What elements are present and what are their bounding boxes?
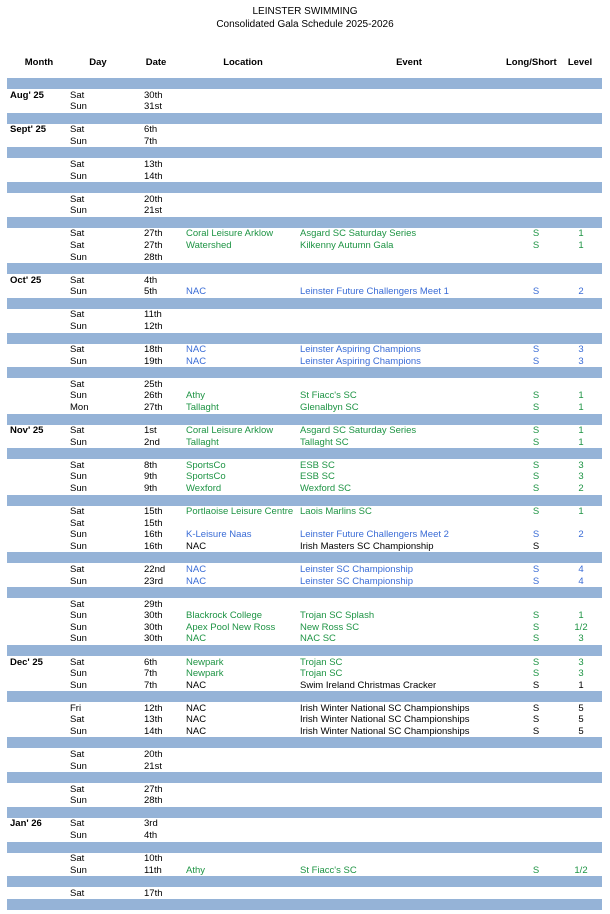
cell-date: 27th — [144, 239, 163, 251]
cell-location: NAC — [186, 344, 207, 356]
cell-location: NAC — [186, 540, 207, 552]
table-row — [0, 633, 610, 645]
cell-level: 1 — [578, 610, 584, 622]
cell-date: 13th — [144, 158, 163, 170]
table-row — [0, 124, 610, 136]
cell-location: NAC — [186, 702, 207, 714]
table-row — [0, 668, 610, 680]
table-row — [0, 460, 610, 472]
cell-day: Sat — [70, 887, 85, 899]
cell-long-short: S — [532, 633, 540, 645]
table-row — [0, 286, 610, 298]
cell-location: Tallaght — [186, 436, 219, 448]
cell-long-short: S — [532, 355, 540, 367]
cell-day: Sun — [70, 135, 87, 147]
cell-location: K-Leisure Naas — [186, 529, 252, 541]
cell-event: Trojan SC Splash — [300, 610, 375, 622]
cell-event: NAC SC — [300, 633, 336, 645]
cell-date: 30th — [144, 89, 163, 101]
table-row — [0, 541, 610, 553]
cell-month: Sept' 25 — [10, 124, 47, 136]
cell-day: Sun — [70, 471, 87, 483]
cell-level: 1 — [578, 679, 584, 691]
cell-day: Sat — [70, 425, 85, 437]
cell-day: Sun — [70, 633, 87, 645]
cell-date: 11th — [144, 309, 162, 321]
cell-long-short: S — [532, 239, 540, 251]
cell-event: Kilkenny Autumn Gala — [300, 239, 394, 251]
column-header-level: Level — [567, 57, 593, 68]
cell-long-short: S — [532, 668, 540, 680]
cell-event: Leinster Aspiring Champions — [300, 355, 421, 367]
cell-date: 20th — [144, 193, 163, 205]
cell-date: 11th — [144, 864, 162, 876]
table-row — [0, 703, 610, 715]
cell-level: 3 — [578, 459, 584, 471]
cell-location: Coral Leisure Arklow — [186, 425, 274, 437]
cell-date: 7th — [144, 668, 158, 680]
cell-level: 5 — [578, 725, 584, 737]
table-row — [0, 252, 610, 264]
cell-level: 4 — [578, 575, 584, 587]
cell-event: Glenalbyn SC — [300, 401, 359, 413]
cell-day: Sat — [70, 749, 85, 761]
cell-long-short: S — [532, 540, 540, 552]
cell-date: 16th — [144, 540, 163, 552]
cell-month: Nov' 25 — [10, 425, 44, 437]
cell-day: Sat — [70, 344, 85, 356]
cell-long-short: S — [532, 401, 540, 413]
table-row — [0, 888, 610, 900]
cell-day: Sat — [70, 506, 85, 518]
cell-day: Sun — [70, 390, 87, 402]
cell-date: 9th — [144, 482, 158, 494]
cell-date: 1st — [144, 425, 157, 437]
column-header-date: Date — [145, 57, 167, 68]
table-row — [0, 853, 610, 865]
separator-bar — [7, 587, 602, 598]
cell-date: 27th — [144, 783, 163, 795]
table-row — [0, 610, 610, 622]
table-row — [0, 830, 610, 842]
table-row — [0, 171, 610, 183]
cell-long-short: S — [532, 575, 540, 587]
cell-event: Asgard SC Saturday Series — [300, 425, 417, 437]
cell-long-short: S — [532, 714, 540, 726]
cell-date: 31st — [144, 101, 162, 113]
cell-day: Sat — [70, 309, 85, 321]
cell-level: 5 — [578, 702, 584, 714]
cell-level: 2 — [578, 286, 584, 298]
cell-long-short: S — [532, 656, 540, 668]
cell-date: 28th — [144, 251, 163, 263]
cell-date: 3rd — [144, 818, 158, 830]
cell-month: Jan' 26 — [10, 818, 42, 830]
cell-location: Wexford — [186, 482, 222, 494]
cell-day: Sun — [70, 529, 87, 541]
separator-bar — [7, 691, 602, 702]
cell-long-short: S — [532, 459, 540, 471]
cell-long-short: S — [532, 621, 540, 633]
separator-bar — [7, 78, 602, 89]
cell-level: 3 — [578, 633, 584, 645]
cell-date: 22nd — [144, 563, 166, 575]
table-row — [0, 483, 610, 495]
cell-date: 18th — [144, 344, 163, 356]
separator-bar — [7, 333, 602, 344]
cell-level: 3 — [578, 344, 584, 356]
cell-event: Leinster SC Championship — [300, 575, 414, 587]
table-row — [0, 402, 610, 414]
cell-level: 1 — [578, 401, 584, 413]
cell-date: 27th — [144, 228, 163, 240]
separator-bar — [7, 217, 602, 228]
table-row — [0, 275, 610, 287]
cell-level: 1/2 — [574, 864, 588, 876]
cell-event: Wexford SC — [300, 482, 352, 494]
cell-long-short: S — [532, 390, 540, 402]
cell-long-short: S — [532, 482, 540, 494]
cell-date: 4th — [144, 830, 158, 842]
cell-long-short: S — [532, 436, 540, 448]
separator-bar — [7, 807, 602, 818]
cell-level: 1 — [578, 436, 584, 448]
cell-day: Sun — [70, 436, 87, 448]
cell-long-short: S — [532, 679, 540, 691]
cell-day: Sat — [70, 783, 85, 795]
cell-date: 15th — [144, 506, 163, 518]
cell-day: Sun — [70, 621, 87, 633]
cell-level: 1 — [578, 506, 584, 518]
cell-date: 12th — [144, 320, 163, 332]
cell-level: 2 — [578, 529, 584, 541]
table-row — [0, 344, 610, 356]
cell-location: Newpark — [186, 656, 224, 668]
column-header-day: Day — [89, 57, 107, 68]
separator-bar — [7, 645, 602, 656]
cell-level: 5 — [578, 714, 584, 726]
cell-event: Irish Masters SC Championship — [300, 540, 434, 552]
cell-location: Athy — [186, 864, 206, 876]
cell-date: 30th — [144, 621, 163, 633]
table-row — [0, 529, 610, 541]
cell-day: Sun — [70, 610, 87, 622]
cell-date: 15th — [144, 517, 163, 529]
cell-event: Laois Marlins SC — [300, 506, 372, 518]
separator-bar — [7, 113, 602, 124]
cell-level: 1 — [578, 228, 584, 240]
separator-bar — [7, 263, 602, 274]
table-row — [0, 356, 610, 368]
cell-day: Fri — [70, 702, 82, 714]
cell-date: 25th — [144, 378, 163, 390]
table-row — [0, 471, 610, 483]
cell-location: SportsCo — [186, 471, 226, 483]
cell-long-short: S — [532, 425, 540, 437]
cell-day: Sun — [70, 101, 87, 113]
separator-bar — [7, 367, 602, 378]
cell-day: Sat — [70, 563, 85, 575]
separator-bar — [7, 899, 602, 910]
table-row — [0, 818, 610, 830]
cell-event: Leinster SC Championship — [300, 563, 414, 575]
cell-date: 17th — [144, 887, 163, 899]
cell-day: Sat — [70, 228, 85, 240]
cell-event: St Fiacc's SC — [300, 390, 357, 402]
cell-event: Trojan SC — [300, 668, 343, 680]
cell-event: Tallaght SC — [300, 436, 349, 448]
cell-date: 10th — [144, 853, 163, 865]
cell-month: Oct' 25 — [10, 274, 42, 286]
cell-month: Dec' 25 — [10, 656, 43, 668]
cell-date: 6th — [144, 124, 158, 136]
cell-day: Sat — [70, 818, 85, 830]
cell-long-short: S — [532, 471, 540, 483]
cell-date: 12th — [144, 702, 163, 714]
cell-date: 14th — [144, 725, 163, 737]
cell-day: Sat — [70, 714, 85, 726]
table-row — [0, 194, 610, 206]
cell-event: St Fiacc's SC — [300, 864, 357, 876]
table-row — [0, 159, 610, 171]
cell-location: Athy — [186, 390, 206, 402]
cell-long-short: S — [532, 228, 540, 240]
table-row — [0, 680, 610, 692]
cell-date: 27th — [144, 401, 163, 413]
separator-bar — [7, 552, 602, 563]
table-row — [0, 379, 610, 391]
cell-location: NAC — [186, 714, 207, 726]
cell-day: Sun — [70, 668, 87, 680]
cell-location: Tallaght — [186, 401, 219, 413]
cell-event: Irish Winter National SC Championships — [300, 714, 470, 726]
separator-bar — [7, 298, 602, 309]
cell-day: Sat — [70, 459, 85, 471]
cell-event: ESB SC — [300, 471, 335, 483]
cell-day: Sun — [70, 760, 87, 772]
cell-level: 3 — [578, 656, 584, 668]
table-row — [0, 205, 610, 217]
cell-date: 28th — [144, 795, 163, 807]
cell-date: 5th — [144, 286, 158, 298]
table-row — [0, 101, 610, 113]
cell-day: Sun — [70, 482, 87, 494]
cell-level: 3 — [578, 668, 584, 680]
cell-location: NAC — [186, 633, 207, 645]
cell-day: Sun — [70, 251, 87, 263]
cell-long-short: S — [532, 344, 540, 356]
cell-location: Newpark — [186, 668, 224, 680]
cell-event: New Ross SC — [300, 621, 360, 633]
cell-date: 20th — [144, 749, 163, 761]
table-row — [0, 784, 610, 796]
table-row — [0, 136, 610, 148]
cell-level: 1 — [578, 239, 584, 251]
cell-location: NAC — [186, 725, 207, 737]
cell-event: Irish Winter National SC Championships — [300, 725, 470, 737]
table-row — [0, 518, 610, 530]
cell-event: Asgard SC Saturday Series — [300, 228, 417, 240]
cell-level: 1 — [578, 390, 584, 402]
table-row — [0, 761, 610, 773]
cell-day: Sun — [70, 170, 87, 182]
cell-event: Irish Winter National SC Championships — [300, 702, 470, 714]
cell-event: Trojan SC — [300, 656, 343, 668]
separator-bar — [7, 772, 602, 783]
separator-bar — [7, 448, 602, 459]
cell-day: Sat — [70, 89, 85, 101]
cell-level: 4 — [578, 563, 584, 575]
cell-day: Sun — [70, 320, 87, 332]
cell-event: ESB SC — [300, 459, 335, 471]
cell-location: NAC — [186, 355, 207, 367]
table-row — [0, 726, 610, 738]
table-row — [0, 240, 610, 252]
separator-bar — [7, 876, 602, 887]
cell-day: Sat — [70, 853, 85, 865]
column-header-location: Location — [223, 57, 263, 68]
cell-level: 1/2 — [574, 621, 588, 633]
cell-date: 13th — [144, 714, 163, 726]
cell-long-short: S — [532, 610, 540, 622]
page-subtitle: Consolidated Gala Schedule 2025-2026 — [216, 19, 394, 30]
column-header-event: Event — [396, 57, 422, 68]
cell-date: 7th — [144, 679, 158, 691]
cell-day: Sun — [70, 286, 87, 298]
cell-date: 7th — [144, 135, 158, 147]
cell-day: Sat — [70, 193, 85, 205]
table-row — [0, 749, 610, 761]
cell-date: 16th — [144, 529, 163, 541]
cell-day: Sun — [70, 830, 87, 842]
cell-long-short: S — [532, 702, 540, 714]
cell-date: 21st — [144, 760, 162, 772]
separator-bar — [7, 414, 602, 425]
separator-bar — [7, 147, 602, 158]
separator-bar — [7, 737, 602, 748]
cell-level: 1 — [578, 425, 584, 437]
cell-location: Apex Pool New Ross — [186, 621, 276, 633]
cell-date: 14th — [144, 170, 163, 182]
cell-location: SportsCo — [186, 459, 226, 471]
table-row — [0, 714, 610, 726]
cell-location: Blackrock College — [186, 610, 263, 622]
table-row — [0, 795, 610, 807]
table-row — [0, 622, 610, 634]
cell-location: Coral Leisure Arklow — [186, 228, 274, 240]
cell-day: Sat — [70, 598, 85, 610]
table-row — [0, 437, 610, 449]
cell-day: Sat — [70, 378, 85, 390]
cell-day: Sun — [70, 725, 87, 737]
cell-long-short: S — [532, 563, 540, 575]
cell-day: Sat — [70, 239, 85, 251]
table-row — [0, 90, 610, 102]
cell-date: 19th — [144, 355, 163, 367]
cell-date: 29th — [144, 598, 163, 610]
cell-event: Leinster Aspiring Champions — [300, 344, 421, 356]
cell-date: 21st — [144, 205, 162, 217]
cell-day: Sat — [70, 656, 85, 668]
column-header-month: Month — [24, 57, 54, 68]
cell-level: 2 — [578, 482, 584, 494]
cell-day: Sat — [70, 274, 85, 286]
cell-day: Mon — [70, 401, 89, 413]
page-title: LEINSTER SWIMMING — [252, 6, 358, 17]
table-row — [0, 228, 610, 240]
cell-date: 30th — [144, 633, 163, 645]
cell-date: 8th — [144, 459, 158, 471]
cell-event: Leinster Future Challengers Meet 2 — [300, 529, 449, 541]
cell-day: Sun — [70, 355, 87, 367]
cell-date: 2nd — [144, 436, 160, 448]
cell-long-short: S — [532, 864, 540, 876]
cell-day: Sun — [70, 864, 87, 876]
table-row — [0, 309, 610, 321]
table-row — [0, 657, 610, 669]
cell-day: Sun — [70, 540, 87, 552]
cell-day: Sun — [70, 795, 87, 807]
cell-day: Sun — [70, 575, 87, 587]
separator-bar — [7, 182, 602, 193]
cell-location: NAC — [186, 575, 207, 587]
separator-bar — [7, 842, 602, 853]
cell-day: Sat — [70, 124, 85, 136]
cell-level: 3 — [578, 471, 584, 483]
table-row — [0, 599, 610, 611]
cell-location: NAC — [186, 679, 207, 691]
cell-date: 4th — [144, 274, 158, 286]
cell-long-short: S — [532, 506, 540, 518]
cell-day: Sun — [70, 205, 87, 217]
cell-long-short: S — [532, 529, 540, 541]
cell-date: 9th — [144, 471, 158, 483]
cell-day: Sat — [70, 517, 85, 529]
cell-month: Aug' 25 — [10, 89, 44, 101]
cell-level: 3 — [578, 355, 584, 367]
cell-event: Swim Ireland Christmas Cracker — [300, 679, 437, 691]
cell-day: Sun — [70, 679, 87, 691]
table-row — [0, 321, 610, 333]
cell-date: 30th — [144, 610, 163, 622]
cell-location: NAC — [186, 563, 207, 575]
cell-date: 26th — [144, 390, 163, 402]
cell-date: 6th — [144, 656, 158, 668]
cell-location: NAC — [186, 286, 207, 298]
table-row — [0, 425, 610, 437]
column-header-long-short: Long/Short — [506, 57, 557, 68]
cell-day: Sat — [70, 158, 85, 170]
separator-bar — [7, 495, 602, 506]
cell-location: Watershed — [186, 239, 232, 251]
table-row — [0, 865, 610, 877]
cell-date: 23rd — [144, 575, 164, 587]
table-row — [0, 390, 610, 402]
cell-long-short: S — [532, 286, 540, 298]
cell-location: Portlaoise Leisure Centre — [186, 506, 294, 518]
table-row — [0, 564, 610, 576]
cell-long-short: S — [532, 725, 540, 737]
table-row — [0, 506, 610, 518]
cell-event: Leinster Future Challengers Meet 1 — [300, 286, 449, 298]
table-row — [0, 576, 610, 588]
